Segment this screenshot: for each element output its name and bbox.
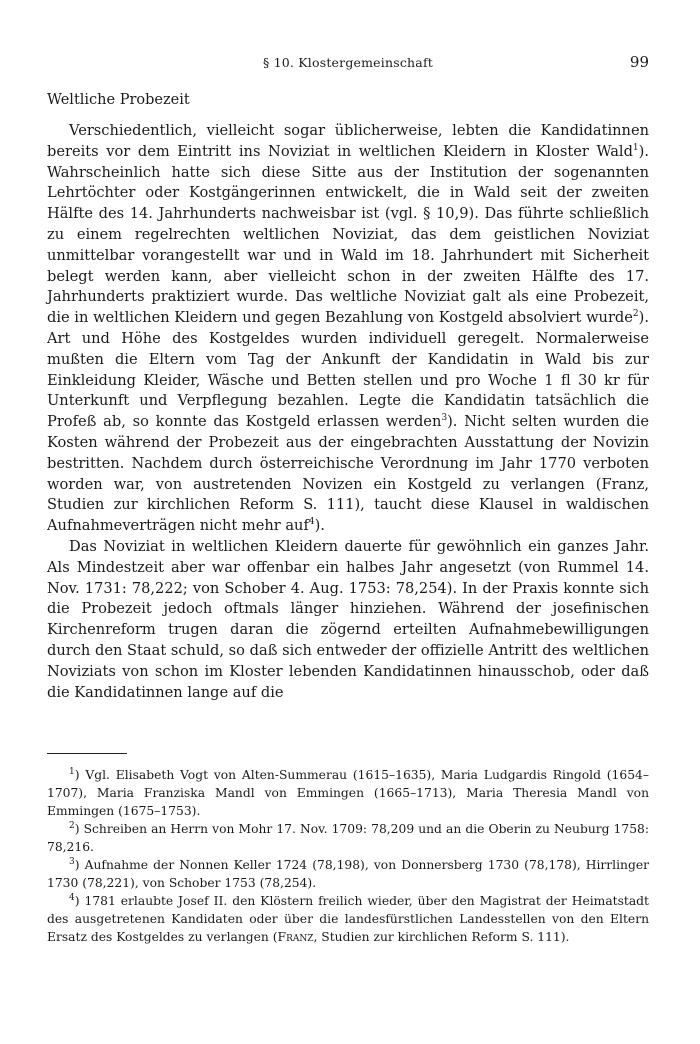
footnote-marker: 4 bbox=[69, 892, 75, 903]
footnote bbox=[47, 856, 649, 892]
section-heading: Weltliche Probezeit bbox=[47, 92, 190, 108]
footnote-text: ) Vgl. Elisabeth Vogt von Alten-Summerau (1615–1635), Maria Ludgardis Ringold (1654–1707), Maria Franziska Mandl von Emmingen (1665–1713), Maria Theresia Mandl von Emmingen (1675–1753). bbox=[47, 768, 649, 818]
footnote bbox=[47, 820, 649, 856]
paragraph-text: ). Nicht selten wurden die Kosten während der Probezeit aus der eingebrachten Ausstattung der Novizin bestritten. Nachdem durch österreichische Verordnung im Jahr 1770 verboten worden war, von austretenden Novizen ein Kostgeld zu verlangen (Franz, Studien zur kirchlichen Reform S. 111), taucht diese Klausel in waldischen Aufnahmeverträgen nicht mehr auf bbox=[47, 413, 649, 535]
footnote-marker: 3 bbox=[69, 856, 75, 867]
footnote-ref: 1 bbox=[632, 142, 639, 153]
footnote-separator bbox=[47, 753, 127, 754]
footnote-text: , Studien zur kirchlichen Reform S. 111). bbox=[313, 930, 570, 944]
footnote-ref: 3 bbox=[441, 413, 448, 424]
page-number: 99 bbox=[629, 53, 649, 71]
footnote-text: ) 1781 erlaubte Josef II. den Klöstern freilich wieder, über den Magistrat der Heimatstadt des ausgetretenen Kandidaten oder über die landesfürstlichen Landesstellen von den Eltern Ersatz des Kostgeldes zu verlangen ( bbox=[47, 894, 649, 944]
footnote-text: ) Schreiben an Herrn von Mohr 17. Nov. 1709: 78,209 und an die Oberin zu Neuburg 1758: 78,216. bbox=[47, 822, 649, 854]
footnote bbox=[47, 766, 649, 820]
running-header bbox=[47, 53, 649, 73]
footnote-marker: 1 bbox=[69, 766, 75, 777]
paragraph-text: Das Noviziat in weltlichen Kleidern dauerte für gewöhnlich ein ganzes Jahr. Als Mindestzeit aber war offenbar ein halbes Jahr angesetzt (von Rummel 14. Nov. 1731: 78,222; von Schober 4. Aug. 1753: 78,254). In der Praxis konnte sich die Probezeit jedoch oftmals länger hinziehen. Während der josefinischen Kirchenreform trugen daran die zögernd erteilten Aufnahmebewilligungen durch den Staat schuld, so daß sich entweder der offizielle Antritt des weltlichen Noviziats von schon im Kloster lebenden Kandidatinnen hinausschob, oder daß die Kandidatinnen lange auf die bbox=[47, 537, 649, 701]
body-text bbox=[47, 121, 649, 703]
running-title: § 10. Klostergemeinschaft bbox=[262, 55, 433, 70]
footnote-author: Franz bbox=[277, 930, 314, 944]
footnotes bbox=[47, 766, 649, 946]
paragraph-text: ). Wahrscheinlich hatte sich diese Sitte aus der Institution der sogenannten Lehrtöchter oder Kostgängerinnen entwickelt, die in Wald seit der zweiten Hälfte des 14. Jahrhunderts nachweisbar ist (vgl. § 10,9). Das führte schließlich zu einem regelrechten weltlichen Noviziat, das dem geistlichen Noviziat unmittelbar vorangestellt war und in Wald im 18. Jahrhundert mit Sicherheit belegt werden kann, aber vielleicht schon in der zweiten Hälfte des 17. Jahrhunderts praktiziert wurde. Das weltliche Noviziat galt als eine Probezeit, die in weltlichen Kleidern und gegen Bezahlung von Kostgeld absolviert wurde bbox=[47, 142, 649, 327]
paragraph bbox=[47, 537, 649, 703]
footnote-ref: 4 bbox=[308, 517, 315, 528]
paragraph-text: ). bbox=[314, 517, 325, 535]
footnote bbox=[47, 892, 649, 946]
footnote-text: ) Aufnahme der Nonnen Keller 1724 (78,198), von Donnersberg 1730 (78,178), Hirrlinger 1730 (78,221), von Schober 1753 (78,254). bbox=[47, 858, 649, 890]
paragraph-text: Verschiedentlich, vielleicht sogar üblicherweise, lebten die Kandidatinnen bereits vor dem Eintritt ins Noviziat in weltlichen Kleidern in Kloster Wald bbox=[47, 122, 649, 160]
footnote-ref: 2 bbox=[632, 309, 639, 320]
paragraph-text: ). Art und Höhe des Kostgeldes wurden individuell geregelt. Normalerweise mußten die Eltern vom Tag der Ankunft der Kandidatin in Wald bis zur Einkleidung Kleider, Wäsche und Betten stellen und pro Woche 1 fl 30 kr für Unterkunft und Verpflegung bezahlen. Legte die Kandidatin tatsächlich die Profeß ab, so konnte das Kostgeld erlassen werden bbox=[47, 309, 649, 431]
paragraph bbox=[47, 121, 649, 537]
footnote-marker: 2 bbox=[69, 820, 75, 831]
